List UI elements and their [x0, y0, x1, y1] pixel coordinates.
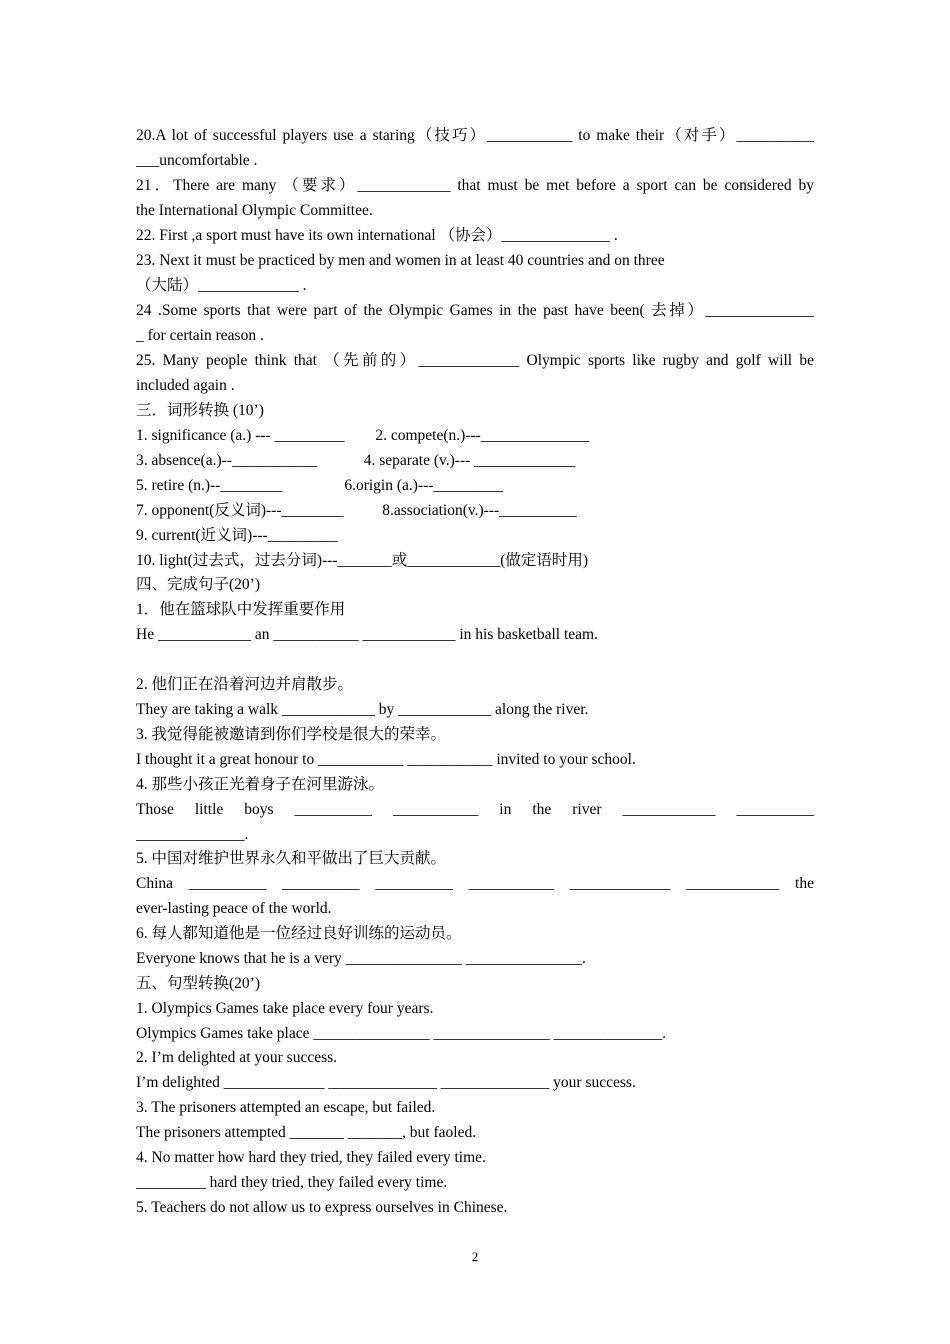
sentence-3-chinese: 3. 我觉得能被邀请到你们学校是很大的荣幸。 — [136, 726, 447, 743]
question-25-line-1: 25. Many people think that （先前的）_____________ Olympic sports like rugby and golf will be — [136, 352, 814, 369]
transform-3-original: 3. The prisoners attempted an escape, but failed. — [136, 1099, 436, 1116]
question-20-line-1: 20.A lot of successful players use a staring（技巧）___________ to make their（对手）__________ — [136, 127, 814, 144]
transform-2-original: 2. I’m delighted at your success. — [136, 1049, 338, 1066]
transform-1-rewrite: Olympics Games take place _______________ _______________ ______________. — [136, 1025, 666, 1042]
question-21-line-2: the International Olympic Committee. — [136, 202, 373, 219]
transform-2-rewrite: I’m delighted _____________ ______________ ______________ your success. — [136, 1074, 636, 1091]
transform-3-rewrite: The prisoners attempted _______ _______, but faoled. — [136, 1124, 477, 1141]
page-number: 2 — [471, 1249, 479, 1264]
sentence-3-english: I thought it a great honour to ___________ ___________ invited to your school. — [136, 751, 636, 768]
question-20-line-2: ___uncomfortable . — [136, 152, 258, 169]
word-form-row-3: 5. retire (n.)--________ 6.origin (a.)---_________ — [136, 477, 504, 494]
sentence-1-chinese: 1．他在篮球队中发挥重要作用 — [136, 601, 346, 618]
sentence-6-chinese: 6. 每人都知道他是一位经过良好训练的运动员。 — [136, 925, 462, 942]
question-25-line-2: included again . — [136, 377, 235, 394]
word-form-row-2: 3. absence(a.)--___________ 4. separate (v.)--- _____________ — [136, 452, 575, 469]
question-21-line-1: 21．There are many （要求）____________ that must be met before a sport can be considered by — [136, 177, 814, 194]
question-22: 22. First ,a sport must have its own international （协会）______________ . — [136, 227, 618, 244]
sentence-4-english-line-1: Those little boys __________ ___________ in the river ____________ __________ — [136, 801, 814, 818]
question-24-line-1: 24 .Some sports that were part of the Olympic Games in the past have been( 去掉）______________ — [136, 302, 814, 319]
section-3-heading: 三．词形转换 (10’) — [136, 402, 264, 419]
word-form-row-5: 9. current(近义词)---_________ — [136, 527, 338, 544]
section-5-heading: 五、句型转换(20’) — [136, 975, 260, 992]
transform-4-rewrite: _________ hard they tried, they failed every time. — [136, 1174, 448, 1191]
sentence-1-english: He ____________ an ___________ ____________ in his basketball team. — [136, 626, 598, 643]
sentence-5-english-line-1: China __________ __________ __________ ___________ _____________ ____________ the — [136, 875, 814, 892]
question-23-line-2: （大陆）_____________ . — [136, 277, 307, 294]
word-form-row-1: 1. significance (a.) --- _________ 2. compete(n.)---______________ — [136, 427, 590, 444]
transform-4-original: 4. No matter how hard they tried, they failed every time. — [136, 1149, 486, 1166]
word-form-row-6: 10. light(过去式，过去分词)---_______或____________(做定语时用) — [136, 552, 589, 569]
sentence-6-english: Everyone knows that he is a very _______________ _______________. — [136, 950, 586, 967]
sentence-4-chinese: 4. 那些小孩正光着身子在河里游泳。 — [136, 776, 385, 793]
sentence-5-english-line-2: ever-lasting peace of the world. — [136, 900, 332, 917]
sentence-2-chinese: 2. 他们正在沿着河边并肩散步。 — [136, 676, 354, 693]
question-23-line-1: 23. Next it must be practiced by men and women in at least 40 countries and on three — [136, 252, 665, 269]
sentence-5-chinese: 5. 中国对维护世界永久和平做出了巨大贡献。 — [136, 850, 447, 867]
question-24-line-2: _ for certain reason . — [136, 327, 264, 344]
word-form-row-4: 7. opponent(反义词)---________ 8.association(v.)---__________ — [136, 502, 577, 519]
sentence-4-english-line-2: ______________. — [136, 826, 249, 843]
transform-1-original: 1. Olympics Games take place every four years. — [136, 1000, 434, 1017]
sentence-2-english: They are taking a walk ____________ by ____________ along the river. — [136, 701, 589, 718]
transform-5-original: 5. Teachers do not allow us to express ourselves in Chinese. — [136, 1199, 508, 1216]
blank-line — [136, 647, 814, 672]
section-4-heading: 四、完成句子(20’) — [136, 576, 260, 593]
